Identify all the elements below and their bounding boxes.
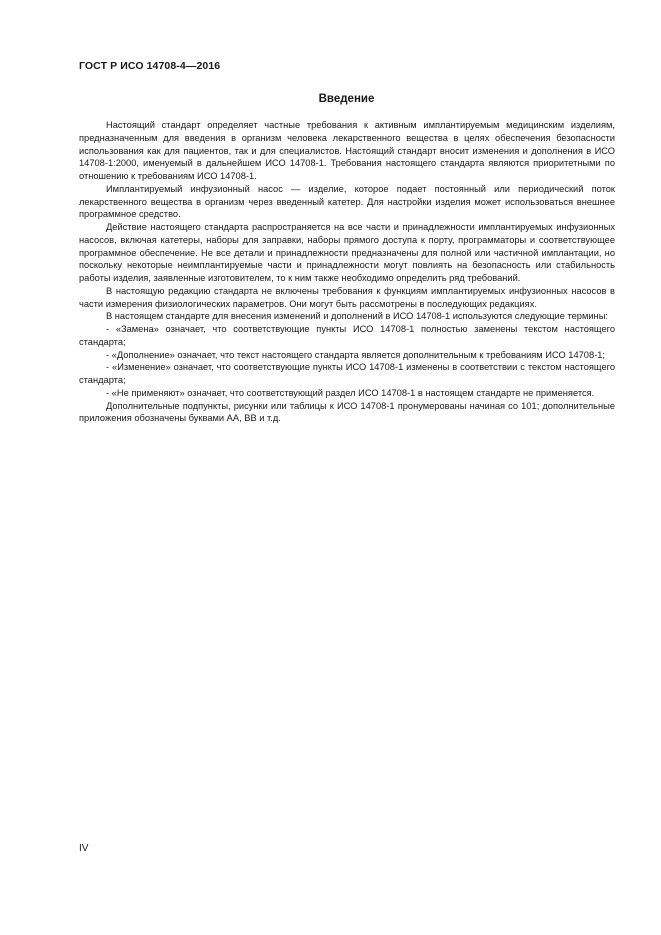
term-addition: - «Дополнение» означает, что текст настоящего стандарта является дополнительным к требованиям ИСО 14708-1; [106,349,605,360]
paragraph-numbering: Дополнительные подпункты, рисунки или таблицы к ИСО 14708-1 пронумерованы начиная со 101; дополнительные приложения обозначены буквами АА, ВВ и т.д. [79,400,615,424]
introduction-body [79,119,615,425]
paragraph-exclusions: В настоящую редакцию стандарта не включены требования к функциям имплантируемых инфузионных насосов в части измерения физиологических параметров. Они могут быть рассмотрены в последующих редакциях. [79,285,615,309]
paragraph-terms-intro: В настоящем стандарте для внесения изменений и дополнений в ИСО 14708-1 используются следующие термины: [106,311,608,322]
term-amendment: - «Изменение» означает, что соответствующие пункты ИСО 14708-1 изменены в соответствии с текстом настоящего стандарта; [79,362,615,385]
paragraph-scope: Настоящий стандарт определяет частные требования к активным имплантируемым медицинским изделиям, предназначенным для введения в организм человека лекарственного вещества в целях обеспечения безопасности использования как для пациентов, так и для специалистов. Настоящий стандарт вносит изменения и дополнения в ИСО 14708-1:2000, именуемый в дальнейшем ИСО 14708-1. Требования настоящего стандарта являются приоритетными по отношению к требованиям ИСО 14708-1. [79,120,615,181]
paragraph-applicability: Действие настоящего стандарта распространяется на все части и принадлежности имплантируемых инфузионных насосов, включая катетеры, наборы для заправки, наборы прямого доступа к порту, программаторы и соответствующее программное обеспечение. Не все детали и принадлежности предназначены для полной или частичной имплантации, но поскольку некоторые неимплантируемые части и принадлежности могут повлиять на безопасность или стабильность работы изделия, заявленные изготовителем, то к ним также необходимо определить ряд требований. [79,222,615,283]
standard-code-header: ГОСТ Р ИСО 14708-4—2016 [79,60,221,72]
term-replacement: - «Замена» означает, что соответствующие пункты ИСО 14708-1 полностью заменены текстом настоящего стандарта; [79,324,615,347]
paragraph-definition: Имплантируемый инфузионный насос — изделие, которое подает постоянный или периодический поток лекарственного вещества в организм через введенный катетер. Для настройки изделия может использоваться внешнее программное средство. [79,183,615,220]
term-not-applicable: - «Не применяют» означает, что соответствующий раздел ИСО 14708-1 в настоящем стандарте не применяется. [106,387,595,398]
section-title: Введение [318,93,375,105]
page-number: IV [79,843,89,854]
